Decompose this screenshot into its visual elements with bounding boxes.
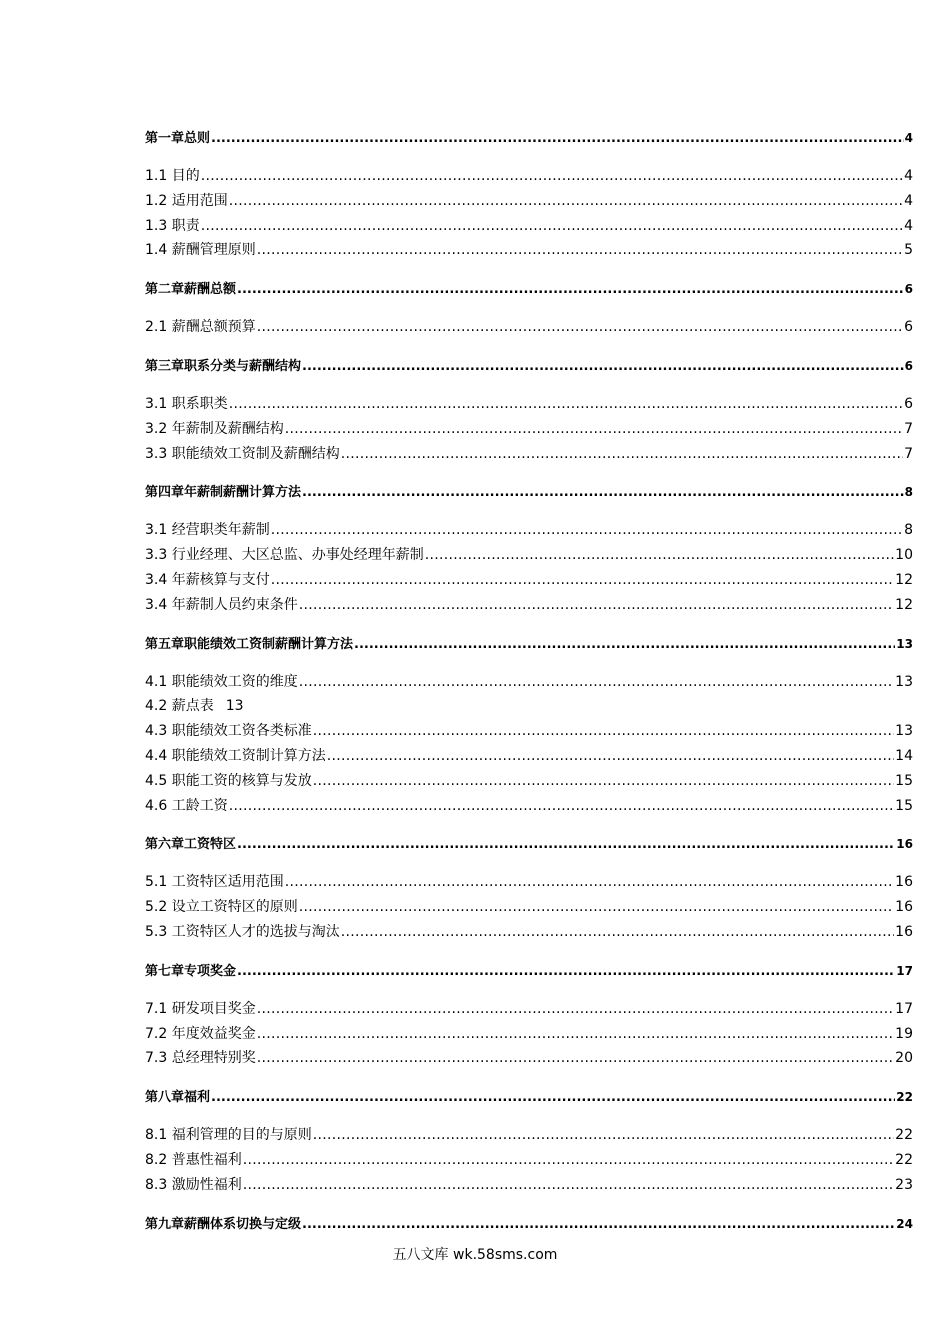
toc-page-number: 22	[895, 1151, 913, 1168]
toc-entry-label: 7.2 年度效益奖金	[145, 1025, 256, 1042]
toc-page-number: 4	[904, 131, 913, 145]
toc-section-entry[interactable]	[145, 744, 913, 769]
toc-section-entry[interactable]	[145, 670, 913, 695]
toc-page-number: 19	[895, 1025, 913, 1042]
toc-entry-label: 5.1 工资特区适用范围	[145, 874, 284, 891]
toc-entry-label: 第六章工资特区	[145, 837, 237, 853]
toc-dot-leader	[341, 442, 903, 467]
toc-dot-leader	[257, 997, 894, 1022]
toc-page-number: 16	[895, 923, 913, 940]
toc-dot-leader	[229, 392, 903, 417]
toc-entry-label: 4.2 薪点表	[145, 698, 214, 715]
toc-page-number: 23	[895, 1176, 913, 1193]
toc-section-entry[interactable]	[145, 593, 913, 618]
toc-dot-leader	[257, 315, 903, 340]
toc-dot-leader	[237, 278, 904, 301]
toc-page-number: 8	[904, 485, 913, 500]
toc-dot-leader	[299, 895, 894, 920]
toc-page-number: 17	[896, 963, 913, 978]
toc-section-entry[interactable]	[145, 1173, 913, 1198]
toc-entry-label: 5.2 设立工资特区的原则	[145, 899, 298, 916]
toc-dot-leader	[201, 214, 903, 239]
toc-dot-leader	[285, 417, 903, 442]
toc-page-number: 6	[904, 395, 913, 412]
toc-dot-leader	[243, 1173, 894, 1198]
toc-dot-leader	[299, 670, 894, 695]
toc-dot-leader	[257, 1022, 894, 1047]
toc-section-entry[interactable]	[145, 1022, 913, 1047]
toc-entry-label: 3.4 年薪制人员约束条件	[145, 596, 298, 613]
toc-dot-leader	[302, 355, 904, 378]
toc-entry-label: 第一章总则	[145, 131, 211, 146]
toc-entry-label: 5.3 工资特区人才的选拔与淘汰	[145, 923, 340, 940]
toc-chapter-entry[interactable]	[145, 126, 913, 150]
toc-entry-label: 7.3 总经理特别奖	[145, 1050, 256, 1067]
toc-dot-leader	[271, 518, 903, 543]
toc-section-entry[interactable]	[145, 392, 913, 417]
toc-chapter-entry[interactable]	[145, 354, 913, 378]
toc-section-entry[interactable]	[145, 518, 913, 543]
toc-section-entry[interactable]	[145, 1123, 913, 1148]
toc-page-number: 22	[896, 1090, 913, 1105]
toc-dot-leader	[285, 870, 894, 895]
toc-entry-label: 3.2 年薪制及薪酬结构	[145, 420, 284, 437]
toc-entry-label: 4.4 职能绩效工资制计算方法	[145, 747, 326, 764]
toc-chapter-entry[interactable]	[145, 480, 913, 504]
toc-dot-leader	[341, 920, 894, 945]
toc-section-entry[interactable]	[145, 895, 913, 920]
toc-dot-leader	[354, 633, 895, 656]
toc-entry-label: 第四章年薪制薪酬计算方法	[145, 485, 302, 501]
toc-page-number: 15	[895, 797, 913, 814]
toc-dot-leader	[425, 543, 894, 568]
toc-entry-label: 第二章薪酬总额	[145, 282, 237, 298]
toc-page-number: 13	[896, 636, 913, 651]
toc-page-number: 12	[895, 596, 913, 613]
toc-dot-leader	[257, 238, 903, 263]
toc-dot-leader	[229, 794, 894, 819]
toc-page-number: 6	[904, 319, 913, 336]
toc-section-entry[interactable]	[145, 997, 913, 1022]
toc-page-number: 13	[895, 673, 913, 690]
toc-page-number: 15	[895, 772, 913, 789]
toc-dot-leader	[237, 833, 895, 856]
toc-section-entry[interactable]	[145, 189, 913, 214]
toc-page-number: 4	[904, 217, 913, 234]
toc-page-number: 4	[904, 168, 913, 184]
toc-dot-leader	[302, 1213, 895, 1236]
toc-entry-label: 3.1 职系职类	[145, 395, 228, 412]
toc-dot-leader	[211, 127, 904, 150]
toc-section-entry[interactable]	[145, 238, 913, 263]
toc-entry-label: 4.5 职能工资的核算与发放	[145, 772, 312, 789]
toc-entry-label: 3.3 职能绩效工资制及薪酬结构	[145, 445, 340, 462]
toc-chapter-entry[interactable]	[145, 959, 913, 983]
toc-dot-leader	[327, 744, 894, 769]
toc-entry-label: 第三章职系分类与薪酬结构	[145, 358, 302, 374]
toc-chapter-entry[interactable]	[145, 632, 913, 656]
toc-dot-leader	[313, 1123, 894, 1148]
toc-page-number: 14	[895, 747, 913, 764]
toc-entry-label: 1.3 职责	[145, 217, 200, 234]
toc-page-number: 5	[904, 242, 913, 259]
toc-entry-label: 4.6 工龄工资	[145, 797, 228, 814]
toc-section-entry[interactable]	[145, 794, 913, 819]
toc-dot-leader	[211, 1086, 895, 1109]
toc-entry-label: 1.1 目的	[145, 168, 200, 184]
toc-chapter-entry[interactable]	[145, 832, 913, 856]
toc-section-entry[interactable]	[145, 870, 913, 895]
toc-page-number: 20	[895, 1050, 913, 1067]
toc-section-entry[interactable]	[145, 568, 913, 593]
toc-entry-label: 8.2 普惠性福利	[145, 1151, 242, 1168]
toc-page-number: 6	[904, 358, 913, 373]
toc-dot-leader	[237, 960, 895, 983]
toc-page-number: 10	[895, 547, 913, 564]
toc-entry-label: 4.3 职能绩效工资各类标准	[145, 723, 312, 740]
toc-entry-label: 3.3 行业经理、大区总监、办事处经理年薪制	[145, 547, 424, 564]
toc-entry-label: 1.4 薪酬管理原则	[145, 242, 256, 259]
toc-section-entry[interactable]	[145, 164, 913, 189]
toc-entry-label: 3.4 年薪核算与支付	[145, 571, 270, 588]
toc-section-entry[interactable]	[145, 417, 913, 442]
toc-entry-label: 8.3 激励性福利	[145, 1176, 242, 1193]
footer-watermark: 五八文库 wk.58sms.com	[392, 1247, 558, 1263]
toc-section-entry[interactable]	[145, 769, 913, 794]
toc-entry-label: 4.1 职能绩效工资的维度	[145, 673, 298, 690]
toc-entry-label: 8.1 福利管理的目的与原则	[145, 1127, 312, 1144]
toc-page-number: 16	[895, 899, 913, 916]
toc-entry-label: 第九章薪酬体系切换与定级	[145, 1216, 302, 1232]
toc-page-number: 16	[895, 874, 913, 891]
toc-section-entry[interactable]	[145, 920, 913, 945]
toc-page-number: 4	[904, 192, 913, 209]
toc-page-number: 8	[904, 522, 913, 539]
toc-section-entry[interactable]	[145, 214, 913, 239]
toc-page-number: 12	[895, 571, 913, 588]
toc-dot-leader	[302, 481, 904, 504]
toc-section-entry[interactable]	[145, 1148, 913, 1173]
toc-section-entry[interactable]	[145, 1046, 913, 1071]
toc-entry-label: 2.1 薪酬总额预算	[145, 319, 256, 336]
toc-entry-label: 3.1 经营职类年薪制	[145, 522, 270, 539]
toc-chapter-entry[interactable]	[145, 1085, 913, 1109]
toc-page-number: 13	[895, 723, 913, 740]
table-of-contents	[145, 126, 913, 1236]
toc-page-number: 22	[895, 1127, 913, 1144]
toc-section-entry[interactable]	[145, 315, 913, 340]
toc-dot-leader	[243, 1148, 894, 1173]
toc-page-number: 7	[904, 445, 913, 462]
toc-page-number: 13	[225, 698, 244, 715]
toc-section-entry[interactable]	[145, 543, 913, 568]
toc-dot-leader	[257, 1046, 894, 1071]
toc-entry-label: 1.2 适用范围	[145, 192, 228, 209]
toc-entry-label: 第七章专项奖金	[145, 963, 237, 979]
toc-dot-leader	[229, 189, 903, 214]
toc-dot-leader	[313, 769, 894, 794]
toc-section-entry[interactable]	[145, 719, 913, 744]
toc-entry-label: 第八章福利	[145, 1090, 211, 1106]
toc-page-number: 16	[896, 837, 913, 852]
toc-dot-leader	[313, 719, 894, 744]
toc-chapter-entry[interactable]	[145, 1212, 913, 1236]
toc-entry-label: 7.1 研发项目奖金	[145, 1000, 256, 1017]
toc-dot-leader	[201, 164, 903, 189]
toc-page-number: 24	[896, 1216, 913, 1231]
toc-page-number: 6	[904, 282, 913, 297]
toc-page-number: 17	[895, 1000, 913, 1017]
toc-chapter-entry[interactable]	[145, 277, 913, 301]
toc-dot-leader	[271, 568, 894, 593]
toc-section-entry[interactable]	[145, 694, 913, 719]
toc-entry-label: 第五章职能绩效工资制薪酬计算方法	[145, 636, 354, 652]
toc-section-entry[interactable]	[145, 442, 913, 467]
toc-page-number: 7	[904, 420, 913, 437]
toc-dot-leader	[299, 593, 894, 618]
